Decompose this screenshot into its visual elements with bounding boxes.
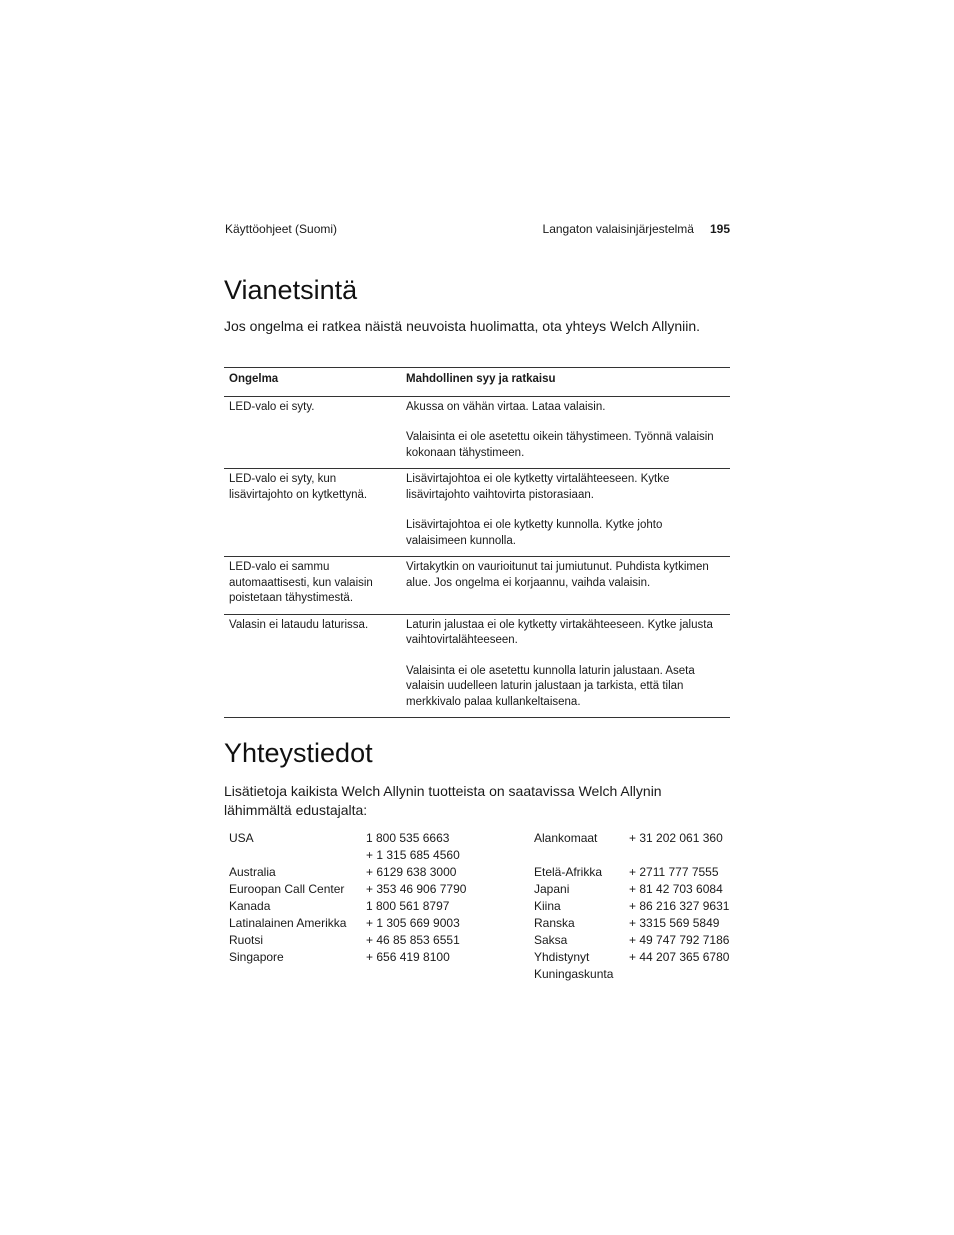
country-name: Alankomaat [534, 831, 598, 845]
country-name: Yhdistynyt Kuningaskunta [534, 950, 614, 981]
phone-number: + 49 747 792 7186 [629, 933, 730, 947]
header-manual-title: Käyttöohjeet (Suomi) [225, 222, 338, 236]
country-name: Japani [534, 882, 570, 896]
contact-row [224, 898, 730, 915]
troubleshooting-heading: Vianetsintä [224, 275, 358, 305]
cause-cell [401, 396, 730, 469]
page-number: 195 [709, 222, 730, 236]
contact-row [224, 915, 730, 932]
country-name: Latinalainen Amerikka [229, 916, 347, 930]
phone-number: + 2711 777 7555 [629, 865, 719, 879]
col-problem-header: Ongelma [224, 368, 401, 397]
country-name: Euroopan Call Center [229, 882, 345, 896]
solution-text: Laturin jalustaa ei ole kytketty virtakähteeseen. Kytke jalusta vaihtovirtalähteeseen. [406, 618, 713, 646]
phone-number [361, 898, 529, 915]
troubleshooting-table [224, 367, 730, 718]
country-name: Etelä-Afrikka [534, 865, 603, 879]
phone-number [361, 864, 529, 881]
phone-line: 1 800 561 8797 [366, 899, 450, 913]
phone-line: + 656 419 8100 [366, 950, 450, 964]
table-row [224, 469, 730, 557]
solution-text: Lisävirtajohtoa ei ole kytketty virtalähteeseen. Kytke lisävirtajohto vaihtovirta pistorasiaan. [406, 473, 670, 501]
col-cause-header: Mahdollinen syy ja ratkaisu [401, 368, 730, 397]
problem-cell: LED-valo ei syty, kun lisävirtajohto on kytkettynä. [224, 469, 401, 557]
contacts-rows [224, 830, 730, 983]
country-name: USA [229, 831, 254, 845]
contacts-heading: Yhteystiedot [224, 738, 373, 768]
phone-number [361, 881, 529, 898]
phone-line: 1 800 535 6663 [366, 831, 450, 845]
country-name: Kanada [229, 899, 271, 913]
phone-number [361, 830, 529, 864]
phone-number [361, 949, 529, 983]
cause-cell [401, 614, 730, 718]
table-row [224, 557, 730, 615]
table-row [224, 614, 730, 718]
phone-line: + 46 85 853 6551 [366, 933, 460, 947]
phone-line: + 1 315 685 4560 [366, 848, 460, 862]
phone-number: + 86 216 327 9631 [629, 899, 730, 913]
phone-number [361, 915, 529, 932]
problem-cell: LED-valo ei syty. [224, 396, 401, 469]
contacts-table [224, 830, 730, 983]
country-name: Ruotsi [229, 933, 264, 947]
phone-number: + 3315 569 5849 [629, 916, 720, 930]
phone-line: + 6129 638 3000 [366, 865, 457, 879]
country-name: Ranska [534, 916, 575, 930]
header-product-name: Langaton valaisinjärjestelmä [542, 222, 694, 236]
table-row [224, 396, 730, 469]
cause-cell [401, 469, 730, 557]
solution-text: Virtakytkin on vaurioitunut tai jumiutunut. Puhdista kytkimen alue. Jos ongelma ei korjaannu, vaihda valaisin. [406, 561, 709, 589]
contact-row [224, 949, 730, 983]
contact-row [224, 932, 730, 949]
troubleshooting-intro: Jos ongelma ei ratkea näistä neuvoista huolimatta, ota yhteys Welch Allyniin. [224, 318, 700, 334]
contacts-intro: Lisätietoja kaikista Welch Allynin tuotteista on saatavissa Welch Allynin lähimmältä edustajalta: [224, 783, 662, 818]
solution-text: Akussa on vähän virtaa. Lataa valaisin. [406, 400, 606, 413]
phone-number: + 44 207 365 6780 [629, 950, 730, 964]
country-name: Kiina [534, 899, 561, 913]
problem-cell: LED-valo ei sammu automaattisesti, kun valaisin poistetaan tähystimestä. [224, 557, 401, 615]
cause-cell [401, 557, 730, 615]
table-header-row [224, 368, 730, 397]
phone-line: + 1 305 669 9003 [366, 916, 460, 930]
phone-number: + 81 42 703 6084 [629, 882, 723, 896]
phone-number [361, 932, 529, 949]
troubleshooting-rows [224, 396, 730, 718]
country-name: Australia [229, 865, 276, 879]
contact-row [224, 830, 730, 864]
country-name: Singapore [229, 950, 284, 964]
solution-text: Valaisinta ei ole asetettu kunnolla laturin jalustaan. Aseta valaisin uudelleen laturin jalustaan ja tarkista, että tilan merkkivalo palaa kullankeltaisena. [406, 664, 695, 708]
problem-cell: Valasin ei lataudu laturissa. [224, 614, 401, 718]
solution-text: Valaisinta ei ole asetettu oikein tähystimeen. Työnnä valaisin kokonaan tähystimeen. [406, 431, 714, 459]
contact-row [224, 881, 730, 898]
header-product-title [543, 222, 730, 236]
contact-row [224, 864, 730, 881]
phone-line: + 353 46 906 7790 [366, 882, 467, 896]
phone-number: + 31 202 061 360 [629, 831, 723, 845]
country-name: Saksa [534, 933, 568, 947]
solution-text: Lisävirtajohtoa ei ole kytketty kunnolla. Kytke johto valaisimeen kunnolla. [406, 519, 663, 547]
